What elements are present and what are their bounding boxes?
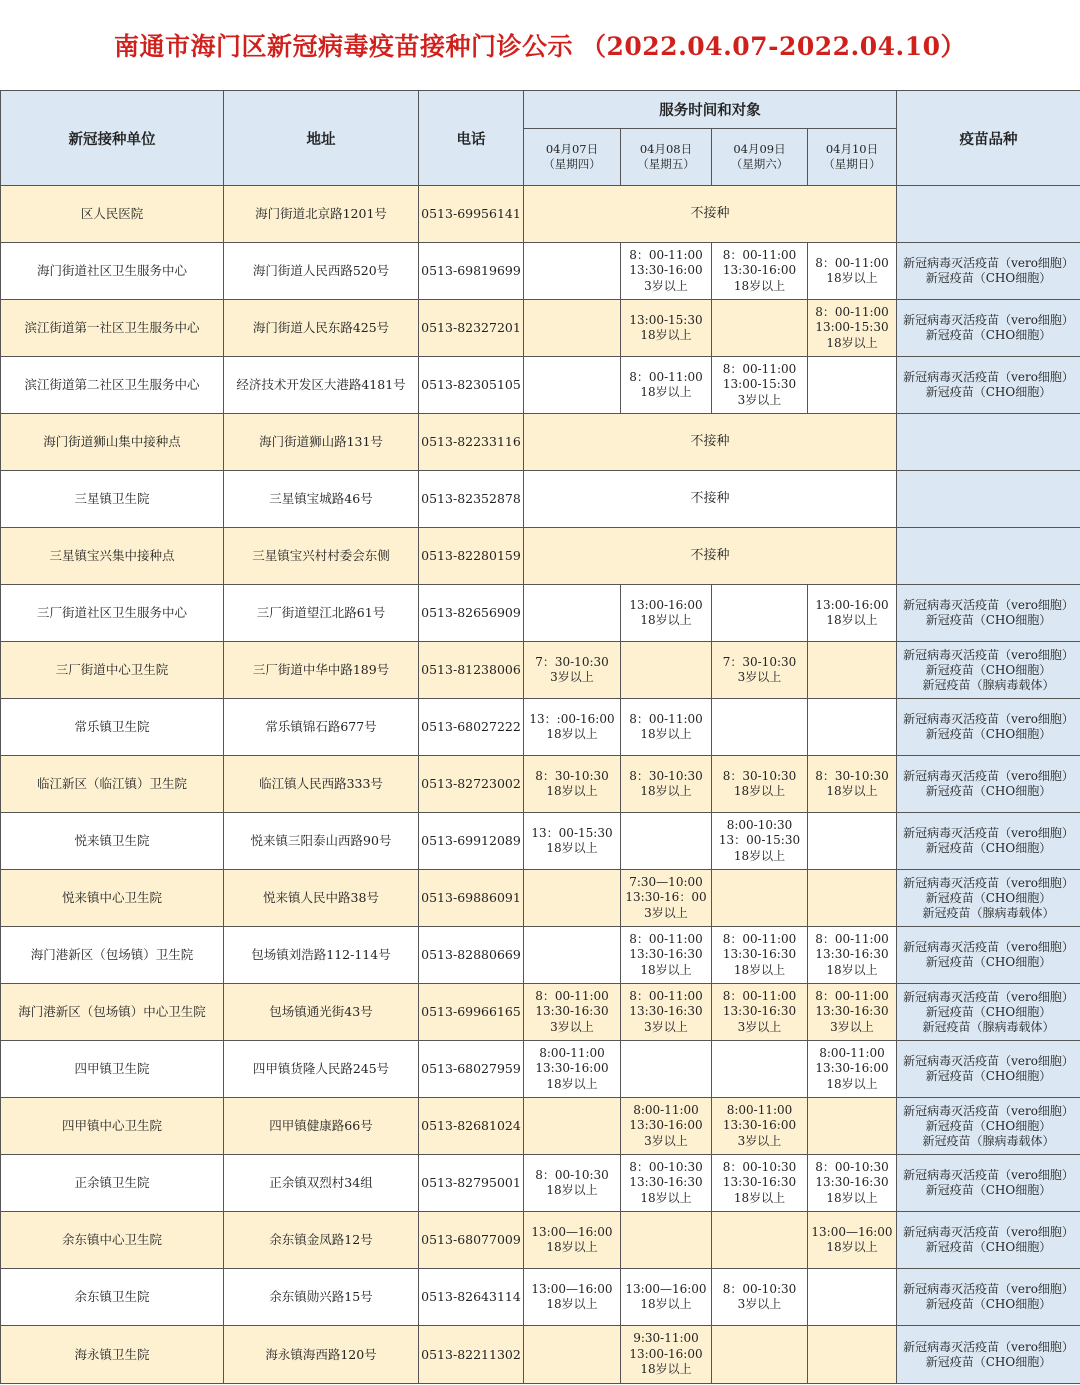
vaccine-cell — [897, 186, 1080, 243]
time-slot-cell: 8：00-11:00 13:30-16:30 18岁以上 — [712, 927, 808, 984]
address-cell: 悦来镇人民中路38号 — [224, 870, 419, 927]
phone-cell: 0513-69819699 — [419, 243, 524, 300]
vaccine-cell: 新冠病毒灭活疫苗（vero细胞） 新冠疫苗（CHO细胞） — [897, 585, 1080, 642]
time-slot-cell — [712, 699, 808, 756]
time-slot-cell — [808, 870, 897, 927]
time-slot-cell — [712, 1041, 808, 1098]
address-cell: 包场镇刘浩路112-114号 — [224, 927, 419, 984]
phone-cell: 0513-82211302 — [419, 1326, 524, 1384]
phone-cell: 0513-82723002 — [419, 756, 524, 813]
time-slot-cell — [524, 585, 621, 642]
table-row — [1, 300, 1080, 357]
time-slot-cell: 8：00-11:00 13:30-16:30 3岁以上 — [524, 984, 621, 1041]
header-unit: 新冠接种单位 — [1, 91, 224, 186]
address-cell: 经济技术开发区大港路4181号 — [224, 357, 419, 414]
address-cell: 海门街道人民东路425号 — [224, 300, 419, 357]
phone-cell: 0513-82681024 — [419, 1098, 524, 1155]
time-slot-cell: 13:00-16:00 18岁以上 — [621, 585, 712, 642]
time-slot-cell — [621, 1041, 712, 1098]
time-slot-cell — [808, 642, 897, 699]
date-range: （2022.04.07-2022.04.10） — [581, 32, 967, 61]
header-address: 地址 — [224, 91, 419, 186]
time-slot-cell: 7：30-10:30 3岁以上 — [712, 642, 808, 699]
phone-cell: 0513-82880669 — [419, 927, 524, 984]
vaccine-cell: 新冠病毒灭活疫苗（vero细胞） 新冠疫苗（CHO细胞） 新冠疫苗（腺病毒载体） — [897, 642, 1080, 699]
header-service: 服务时间和对象 — [524, 91, 897, 129]
vaccine-cell: 新冠病毒灭活疫苗（vero细胞） 新冠疫苗（CHO细胞） — [897, 699, 1080, 756]
closed-cell: 不接种 — [524, 414, 897, 471]
time-slot-cell: 8：30-10:30 18岁以上 — [808, 756, 897, 813]
time-slot-cell: 8：00-10:30 13:30-16:30 18岁以上 — [808, 1155, 897, 1212]
time-slot-cell — [712, 585, 808, 642]
time-slot-cell: 7:30—10:00 13:30-16：00 3岁以上 — [621, 870, 712, 927]
header-day — [621, 129, 712, 186]
time-slot-cell: 13:00—16:00 18岁以上 — [621, 1269, 712, 1326]
unit-cell: 海门港新区（包场镇）卫生院 — [1, 927, 224, 984]
vaccine-cell: 新冠病毒灭活疫苗（vero细胞） 新冠疫苗（CHO细胞） — [897, 1212, 1080, 1269]
phone-cell: 0513-69886091 — [419, 870, 524, 927]
address-cell: 临江镇人民西路333号 — [224, 756, 419, 813]
table-row — [1, 528, 1080, 585]
time-slot-cell: 13:00-16:00 18岁以上 — [808, 585, 897, 642]
time-slot-cell: 8:00-11:00 13:30-16:00 18岁以上 — [524, 1041, 621, 1098]
time-slot-cell: 13:00—16:00 18岁以上 — [524, 1269, 621, 1326]
day-date: 04月08日 — [639, 142, 693, 156]
phone-cell: 0513-82352878 — [419, 471, 524, 528]
time-slot-cell — [808, 357, 897, 414]
unit-cell: 海门港新区（包场镇）中心卫生院 — [1, 984, 224, 1041]
phone-cell: 0513-82233116 — [419, 414, 524, 471]
vaccine-cell: 新冠病毒灭活疫苗（vero细胞） 新冠疫苗（CHO细胞） — [897, 243, 1080, 300]
phone-cell: 0513-81238006 — [419, 642, 524, 699]
address-cell: 海门街道人民西路520号 — [224, 243, 419, 300]
table-row — [1, 813, 1080, 870]
time-slot-cell — [808, 699, 897, 756]
time-slot-cell: 13:00—16:00 18岁以上 — [524, 1212, 621, 1269]
table-row — [1, 357, 1080, 414]
address-cell: 余东镇勋兴路15号 — [224, 1269, 419, 1326]
table-row — [1, 927, 1080, 984]
vaccine-cell — [897, 414, 1080, 471]
time-slot-cell — [621, 1212, 712, 1269]
time-slot-cell: 8:00-11:00 13:30-16:00 3岁以上 — [621, 1098, 712, 1155]
vaccine-cell: 新冠病毒灭活疫苗（vero细胞） 新冠疫苗（CHO细胞） — [897, 813, 1080, 870]
day-weekday: （星期日） — [823, 157, 881, 171]
header-day — [524, 129, 621, 186]
time-slot-cell: 9:30-11:00 13:00-16:00 18岁以上 — [621, 1326, 712, 1384]
vaccine-cell: 新冠病毒灭活疫苗（vero细胞） 新冠疫苗（CHO细胞） 新冠疫苗（腺病毒载体） — [897, 870, 1080, 927]
header-day — [808, 129, 897, 186]
unit-cell: 临江新区（临江镇）卫生院 — [1, 756, 224, 813]
closed-cell: 不接种 — [524, 471, 897, 528]
unit-cell: 四甲镇卫生院 — [1, 1041, 224, 1098]
address-cell: 四甲镇货隆人民路245号 — [224, 1041, 419, 1098]
day-date: 04月09日 — [733, 142, 786, 156]
table-row — [1, 414, 1080, 471]
table-row — [1, 1041, 1080, 1098]
unit-cell: 三厂街道中心卫生院 — [1, 642, 224, 699]
time-slot-cell: 8：00-11:00 18岁以上 — [808, 243, 897, 300]
time-slot-cell: 8：00-10:30 13:30-16:30 18岁以上 — [621, 1155, 712, 1212]
unit-cell: 三星镇宝兴集中接种点 — [1, 528, 224, 585]
header-day — [712, 129, 808, 186]
time-slot-cell: 7：30-10:30 3岁以上 — [524, 642, 621, 699]
schedule-table — [0, 90, 1080, 1384]
unit-cell: 悦来镇卫生院 — [1, 813, 224, 870]
address-cell: 三星镇宝城路46号 — [224, 471, 419, 528]
address-cell: 海门街道北京路1201号 — [224, 186, 419, 243]
table-row — [1, 585, 1080, 642]
table-row — [1, 1212, 1080, 1269]
vaccine-cell: 新冠病毒灭活疫苗（vero细胞） 新冠疫苗（CHO细胞） — [897, 927, 1080, 984]
time-slot-cell — [524, 1326, 621, 1384]
phone-cell: 0513-82305105 — [419, 357, 524, 414]
time-slot-cell — [712, 1212, 808, 1269]
phone-cell: 0513-82280159 — [419, 528, 524, 585]
phone-cell: 0513-69956141 — [419, 186, 524, 243]
vaccine-cell: 新冠病毒灭活疫苗（vero细胞） 新冠疫苗（CHO细胞） — [897, 1041, 1080, 1098]
phone-cell: 0513-68027222 — [419, 699, 524, 756]
address-cell: 三厂街道望江北路61号 — [224, 585, 419, 642]
time-slot-cell — [712, 1326, 808, 1384]
day-weekday: （星期六） — [730, 157, 789, 171]
unit-cell: 三厂街道社区卫生服务中心 — [1, 585, 224, 642]
unit-cell: 海门街道社区卫生服务中心 — [1, 243, 224, 300]
time-slot-cell: 8:00-11:00 13:30-16:00 3岁以上 — [712, 1098, 808, 1155]
time-slot-cell — [808, 1269, 897, 1326]
time-slot-cell: 8：00-11:00 13:00-15:30 18岁以上 — [808, 300, 897, 357]
phone-cell: 0513-82795001 — [419, 1155, 524, 1212]
vaccine-cell: 新冠病毒灭活疫苗（vero细胞） 新冠疫苗（CHO细胞） — [897, 1155, 1080, 1212]
time-slot-cell — [808, 813, 897, 870]
time-slot-cell — [524, 870, 621, 927]
time-slot-cell — [712, 870, 808, 927]
vaccine-cell: 新冠病毒灭活疫苗（vero细胞） 新冠疫苗（CHO细胞） — [897, 1326, 1080, 1384]
unit-cell: 海门街道狮山集中接种点 — [1, 414, 224, 471]
header-vaccine: 疫苗品种 — [897, 91, 1080, 186]
time-slot-cell — [524, 1098, 621, 1155]
time-slot-cell: 8：00-11:00 13:30-16:30 18岁以上 — [808, 927, 897, 984]
phone-cell: 0513-68027959 — [419, 1041, 524, 1098]
time-slot-cell: 8：00-11:00 13:30-16:30 3岁以上 — [712, 984, 808, 1041]
time-slot-cell — [621, 813, 712, 870]
time-slot-cell: 13:00-15:30 18岁以上 — [621, 300, 712, 357]
time-slot-cell: 8：00-11:00 13:30-16:30 3岁以上 — [621, 984, 712, 1041]
address-cell: 三星镇宝兴村村委会东侧 — [224, 528, 419, 585]
table-row — [1, 1269, 1080, 1326]
phone-cell: 0513-82327201 — [419, 300, 524, 357]
time-slot-cell — [524, 927, 621, 984]
table-row — [1, 756, 1080, 813]
phone-cell: 0513-82656909 — [419, 585, 524, 642]
time-slot-cell — [524, 357, 621, 414]
time-slot-cell: 8：00-11:00 13:30-16:30 3岁以上 — [808, 984, 897, 1041]
day-date: 04月10日 — [825, 142, 879, 156]
day-weekday: （星期五） — [637, 157, 695, 171]
time-slot-cell — [808, 1326, 897, 1384]
header-phone: 电话 — [419, 91, 524, 186]
unit-cell: 三星镇卫生院 — [1, 471, 224, 528]
schedule-body — [1, 186, 1080, 1384]
time-slot-cell: 8：00-10:30 3岁以上 — [712, 1269, 808, 1326]
unit-cell: 滨江街道第一社区卫生服务中心 — [1, 300, 224, 357]
time-slot-cell: 8：30-10:30 18岁以上 — [712, 756, 808, 813]
vaccine-cell: 新冠病毒灭活疫苗（vero细胞） 新冠疫苗（CHO细胞） — [897, 357, 1080, 414]
vaccine-cell: 新冠病毒灭活疫苗（vero细胞） 新冠疫苗（CHO细胞） 新冠疫苗（腺病毒载体） — [897, 984, 1080, 1041]
time-slot-cell: 8：00-10:30 18岁以上 — [524, 1155, 621, 1212]
address-cell: 四甲镇健康路66号 — [224, 1098, 419, 1155]
table-row — [1, 243, 1080, 300]
address-cell: 三厂街道中华中路189号 — [224, 642, 419, 699]
address-cell: 正余镇双烈村34组 — [224, 1155, 419, 1212]
time-slot-cell: 8：00-10:30 13:30-16:30 18岁以上 — [712, 1155, 808, 1212]
closed-cell: 不接种 — [524, 186, 897, 243]
unit-cell: 余东镇中心卫生院 — [1, 1212, 224, 1269]
time-slot-cell: 13：00-15:30 18岁以上 — [524, 813, 621, 870]
address-cell: 包场镇通光街43号 — [224, 984, 419, 1041]
time-slot-cell: 8：30-10:30 18岁以上 — [621, 756, 712, 813]
phone-cell: 0513-68077009 — [419, 1212, 524, 1269]
phone-cell: 0513-69912089 — [419, 813, 524, 870]
time-slot-cell: 8：00-11:00 18岁以上 — [621, 357, 712, 414]
table-row — [1, 1155, 1080, 1212]
time-slot-cell: 13:00—16:00 18岁以上 — [808, 1212, 897, 1269]
unit-cell: 滨江街道第二社区卫生服务中心 — [1, 357, 224, 414]
time-slot-cell: 8：30-10:30 18岁以上 — [524, 756, 621, 813]
title-text: 南通市海门区新冠病毒疫苗接种门诊公示 — [113, 32, 573, 61]
time-slot-cell: 8：00-11:00 13:30-16:30 18岁以上 — [621, 927, 712, 984]
table-row — [1, 1326, 1080, 1384]
time-slot-cell — [524, 300, 621, 357]
unit-cell: 常乐镇卫生院 — [1, 699, 224, 756]
table-row — [1, 984, 1080, 1041]
address-cell: 悦来镇三阳泰山西路90号 — [224, 813, 419, 870]
table-row — [1, 186, 1080, 243]
vaccine-cell: 新冠病毒灭活疫苗（vero细胞） 新冠疫苗（CHO细胞） — [897, 1269, 1080, 1326]
table-row — [1, 870, 1080, 927]
table-row — [1, 1098, 1080, 1155]
unit-cell: 正余镇卫生院 — [1, 1155, 224, 1212]
time-slot-cell — [808, 1098, 897, 1155]
time-slot-cell — [712, 300, 808, 357]
day-date: 04月07日 — [545, 142, 599, 156]
vaccine-cell — [897, 528, 1080, 585]
address-cell: 余东镇金凤路12号 — [224, 1212, 419, 1269]
time-slot-cell: 8：00-11:00 13:30-16:00 3岁以上 — [621, 243, 712, 300]
time-slot-cell: 8:00-10:30 13：00-15:30 18岁以上 — [712, 813, 808, 870]
address-cell: 常乐镇锦石路677号 — [224, 699, 419, 756]
unit-cell: 悦来镇中心卫生院 — [1, 870, 224, 927]
time-slot-cell: 8：00-11:00 18岁以上 — [621, 699, 712, 756]
time-slot-cell — [524, 243, 621, 300]
address-cell: 海永镇海西路120号 — [224, 1326, 419, 1384]
closed-cell: 不接种 — [524, 528, 897, 585]
address-cell: 海门街道狮山路131号 — [224, 414, 419, 471]
vaccine-cell: 新冠病毒灭活疫苗（vero细胞） 新冠疫苗（CHO细胞） — [897, 756, 1080, 813]
vaccine-cell: 新冠病毒灭活疫苗（vero细胞） 新冠疫苗（CHO细胞） — [897, 300, 1080, 357]
vaccine-cell — [897, 471, 1080, 528]
time-slot-cell: 8：00-11:00 13:00-15:30 3岁以上 — [712, 357, 808, 414]
table-row — [1, 699, 1080, 756]
time-slot-cell: 13：:00-16:00 18岁以上 — [524, 699, 621, 756]
phone-cell: 0513-69966165 — [419, 984, 524, 1041]
unit-cell: 余东镇卫生院 — [1, 1269, 224, 1326]
page-title — [0, 0, 1080, 90]
unit-cell: 区人民医院 — [1, 186, 224, 243]
time-slot-cell — [621, 642, 712, 699]
vaccine-cell: 新冠病毒灭活疫苗（vero细胞） 新冠疫苗（CHO细胞） 新冠疫苗（腺病毒载体） — [897, 1098, 1080, 1155]
phone-cell: 0513-82643114 — [419, 1269, 524, 1326]
table-row — [1, 471, 1080, 528]
day-weekday: （星期四） — [543, 157, 601, 171]
unit-cell: 四甲镇中心卫生院 — [1, 1098, 224, 1155]
time-slot-cell: 8：00-11:00 13:30-16:00 18岁以上 — [712, 243, 808, 300]
time-slot-cell: 8:00-11:00 13:30-16:00 18岁以上 — [808, 1041, 897, 1098]
table-row — [1, 642, 1080, 699]
unit-cell: 海永镇卫生院 — [1, 1326, 224, 1384]
